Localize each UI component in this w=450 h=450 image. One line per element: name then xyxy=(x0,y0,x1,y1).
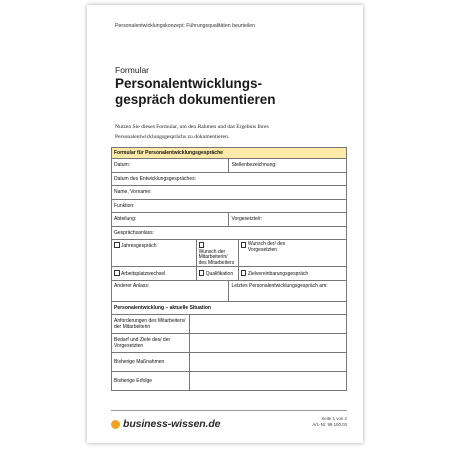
option-jahresgespraech[interactable]: Jahresgespräch xyxy=(112,240,197,267)
field-funktion[interactable]: Funktion: xyxy=(112,199,347,213)
checkbox-icon[interactable] xyxy=(114,242,120,248)
running-header: Personalentwicklungskonzept: Führungsqualitäten beurteilen xyxy=(115,23,255,29)
table-row xyxy=(112,334,347,353)
table-row xyxy=(112,353,347,372)
label-bedarf: Bedarf und Ziele des/ der Vorgesetzten xyxy=(112,334,190,353)
table-row xyxy=(112,172,347,186)
document-title xyxy=(115,76,345,107)
input-massnahmen[interactable] xyxy=(189,353,346,372)
checkbox-icon[interactable] xyxy=(241,242,247,248)
field-name[interactable]: Name, Vorname: xyxy=(112,186,347,200)
form-header: Formular für Personalentwicklungsgespräche xyxy=(112,148,347,159)
label-massnahmen: Bisherige Maßnahmen xyxy=(112,353,190,372)
label-anforderungen: Anforderungen des Mitarbeiters/ der Mitarbeiterin xyxy=(112,315,190,334)
label-erfolge: Bisherige Erfolge xyxy=(112,372,190,391)
table-row xyxy=(112,199,347,213)
intro-text xyxy=(115,122,340,142)
checkbox-icon[interactable] xyxy=(114,270,120,276)
title-line-1: Personalentwicklungs- xyxy=(115,76,263,91)
field-datum[interactable]: Datum: xyxy=(112,159,229,173)
intro-line-1: Nutzen Sie dieses Formular, um den Rahmen und das Ergebnis Ihres xyxy=(115,124,269,130)
input-bedarf[interactable] xyxy=(189,334,346,353)
page-number: Seite 1 von 2 xyxy=(321,416,347,421)
document-type-label: Formular xyxy=(115,65,150,75)
logo-text: business-wissen.de xyxy=(123,418,221,430)
field-abteilung[interactable]: Abteilung: xyxy=(112,213,229,227)
document-page xyxy=(87,5,363,443)
input-anforderungen[interactable] xyxy=(189,315,346,334)
table-row xyxy=(112,159,347,173)
form-header-row xyxy=(112,148,347,159)
checkbox-icon[interactable] xyxy=(199,270,205,276)
field-gespraechsanlass: Gesprächsanlass: xyxy=(112,226,347,240)
option-qualifikation[interactable]: Qualifikation xyxy=(196,267,238,281)
title-line-2: gespräch dokumentieren xyxy=(115,91,276,107)
footer-divider xyxy=(111,410,347,411)
option-arbeitsplatzwechsel[interactable]: Arbeitsplatzwechsel xyxy=(112,267,197,281)
field-letztes-gespraech[interactable]: Letztes Personalentwicklungsgespräch am: xyxy=(229,280,347,301)
field-anderer-anlass[interactable]: Anderer Anlass: xyxy=(112,280,229,301)
input-erfolge[interactable] xyxy=(189,372,346,391)
table-row xyxy=(112,315,347,334)
field-stellenbezeichnung[interactable]: Stellenbezeichnung: xyxy=(229,159,347,173)
logo-dot-icon xyxy=(111,420,120,429)
field-datum-gespraech[interactable]: Datum des Entwicklungsgespräches: xyxy=(112,172,347,186)
table-row xyxy=(112,186,347,200)
table-row xyxy=(112,280,347,301)
development-form-table xyxy=(111,147,347,391)
footer-logo xyxy=(111,418,220,430)
intro-line-2: Personalentwicklungsgesprächs zu dokumentieren. xyxy=(115,134,230,140)
option-wunsch-vorgesetzten[interactable]: Wunsch der/ des Vorgesetzten xyxy=(238,240,346,267)
option-wunsch-mitarbeiter[interactable]: Wunsch der Mitarbeiterin/ des Mitarbeiters xyxy=(196,240,238,267)
page-info xyxy=(312,416,347,428)
table-row xyxy=(112,240,347,267)
field-vorgesetzter[interactable]: Vorgesetzte/r: xyxy=(229,213,347,227)
table-row xyxy=(112,267,347,281)
table-row xyxy=(112,213,347,227)
table-row xyxy=(112,226,347,240)
option-zielvereinbarung[interactable]: Zielvereinbarungsgespräch xyxy=(238,267,346,281)
checkbox-icon[interactable] xyxy=(241,270,247,276)
table-row xyxy=(112,301,347,315)
section-aktuelle-situation: Personalentwicklung – aktuelle Situation xyxy=(112,301,347,315)
article-number: Art.-Nr. 99.100.03 xyxy=(312,422,347,427)
checkbox-icon[interactable] xyxy=(199,242,205,248)
table-row xyxy=(112,372,347,391)
